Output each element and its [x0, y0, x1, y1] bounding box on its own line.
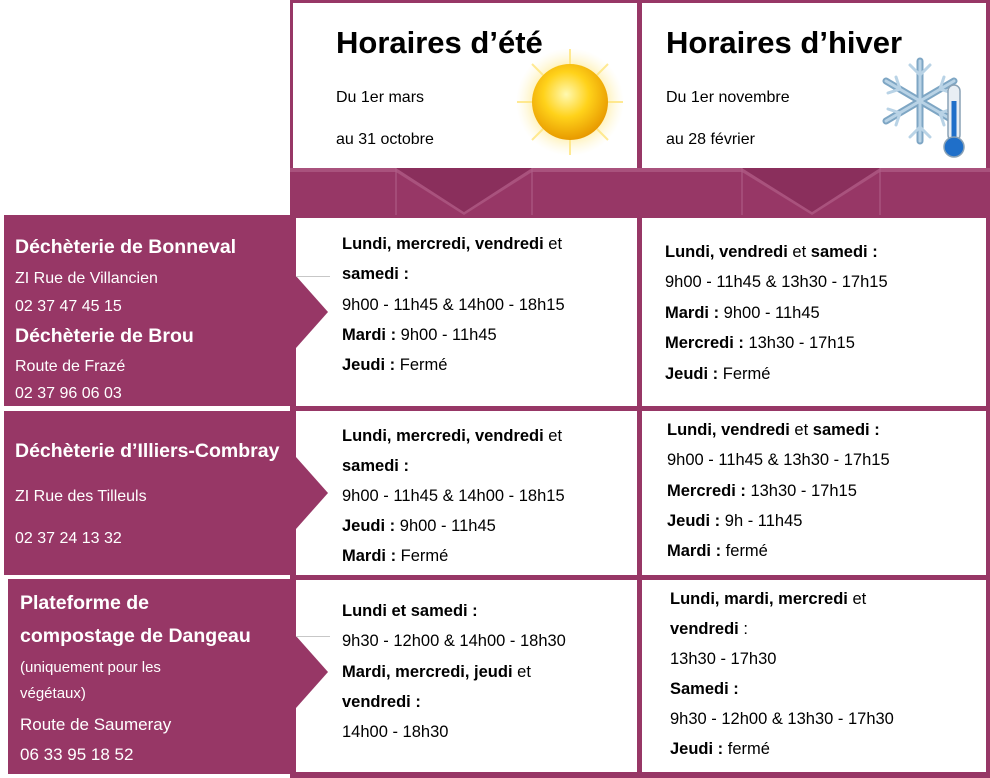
- row-guide-line: [296, 276, 330, 277]
- row-arrow: [296, 411, 332, 575]
- row-guide-line: [296, 636, 330, 637]
- station-phone-illiers: 02 37 24 13 32: [15, 530, 122, 547]
- station-address-illiers: ZI Rue des Tilleuls: [15, 488, 147, 505]
- station-bonneval-brou: [4, 215, 296, 406]
- snowflake-thermometer-icon: [878, 55, 970, 161]
- header-chevrons: [290, 168, 990, 215]
- schedule-dangeau-winter: Lundi, mardi, mercredi et vendredi : 13h30 - 17h30 Samedi : 9h30 - 12h00 & 13h30 - 17h30 Jeudi : fermé: [642, 580, 986, 772]
- winter-title: Horaires d’hiver: [666, 25, 903, 60]
- station-name-illiers: Déchèterie d’Illiers-Combray: [15, 440, 280, 462]
- winter-period-start: Du 1er novembre: [666, 89, 790, 106]
- station-address-dangeau: Route de Saumeray: [20, 715, 172, 734]
- summer-period-start: Du 1er mars: [336, 89, 425, 106]
- winter-period-end: au 28 février: [666, 131, 755, 148]
- station-phone-bonneval: 02 37 47 45 15: [15, 298, 122, 315]
- station-address-brou: Route de Frazé: [15, 358, 126, 375]
- row-arrow: [296, 218, 332, 406]
- station-name-bonneval: Déchèterie de Bonneval: [15, 236, 237, 258]
- station-address-bonneval: ZI Rue de Villancien: [15, 270, 158, 287]
- sun-icon: [515, 47, 625, 157]
- station-note-dangeau-l2: végétaux): [20, 685, 86, 702]
- station-name-brou: Déchèterie de Brou: [15, 325, 194, 347]
- summer-title: Horaires d’été: [336, 25, 543, 60]
- station-illiers-combray: [4, 411, 296, 575]
- schedule-dangeau-summer: Lundi et samedi : 9h30 - 12h00 & 14h00 - 18h30 Mardi, mercredi, jeudi et vendredi : 14h00 - 18h30: [296, 580, 637, 772]
- station-name-dangeau-l2: compostage de Dangeau: [20, 625, 251, 647]
- summer-period-end: au 31 octobre: [336, 131, 434, 148]
- row-arrow: [296, 580, 332, 772]
- winter-header-card: [642, 3, 986, 168]
- schedule-illiers-winter: Lundi, vendredi et samedi : 9h00 - 11h45 & 13h30 - 17h15 Mercredi : 13h30 - 17h15 Jeudi : 9h - 11h45 Mardi : fermé: [642, 411, 986, 575]
- summer-header-card: [293, 3, 637, 168]
- schedule-illiers-summer: Lundi, mercredi, vendredi et samedi : 9h00 - 11h45 & 14h00 - 18h15 Jeudi : 9h00 - 11h45 Mardi : Fermé: [296, 411, 637, 575]
- station-phone-dangeau: 06 33 95 18 52: [20, 745, 134, 764]
- station-name-dangeau-l1: Plateforme de: [20, 592, 149, 614]
- schedule-bonneval-summer: Lundi, mercredi, vendredi et samedi : 9h00 - 11h45 & 14h00 - 18h15 Mardi : 9h00 - 11h45 Jeudi : Fermé: [296, 218, 637, 406]
- station-note-dangeau-l1: (uniquement pour les: [20, 659, 161, 676]
- station-phone-brou: 02 37 96 06 03: [15, 385, 122, 402]
- schedule-bonneval-winter: Lundi, vendredi et samedi : 9h00 - 11h45 & 13h30 - 17h15 Mardi : 9h00 - 11h45 Mercredi : 13h30 - 17h15 Jeudi : Fermé: [642, 218, 986, 406]
- station-dangeau: [8, 579, 296, 774]
